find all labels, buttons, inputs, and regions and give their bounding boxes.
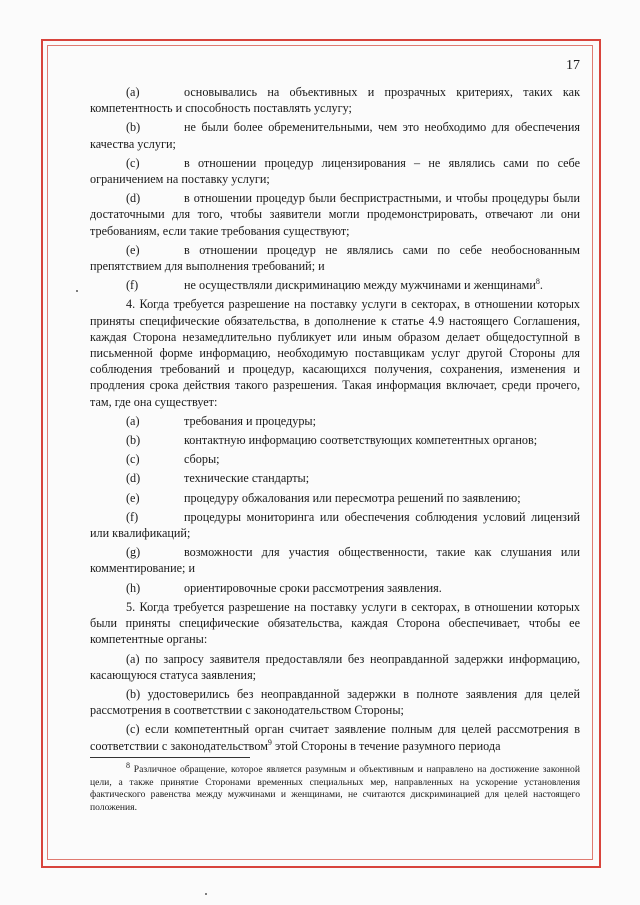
list-item-label: (b) [126,120,141,135]
list-item-text [184,432,580,448]
subclause [90,686,580,718]
list-item-tail: . [539,278,543,293]
list-item-text [184,413,580,429]
scan-speck [76,290,78,292]
footnote-8 [90,760,580,814]
list-item-text [184,580,580,596]
list-information [90,413,580,596]
list-item-body: процедуры мониторинга или обеспечения соблюдения условий лицензий или квалификаций; [90,509,580,541]
subclause-text: (b) удостоверились без неоправданной задержки в полноте заявления для целей рассмотрения в соответствии с законодательством Стороны; [90,686,580,718]
footnote-reference: 8 [535,277,540,287]
list-item-body: основывались на объективных и прозрачных критериях, таких как компетентность и способность поставлять услугу; [90,85,580,116]
scan-speck [205,893,207,895]
list-item [90,432,580,448]
list-item [90,509,580,541]
page-number: 17 [566,58,580,73]
footnote-text: Различное обращение, которое является разумным и объективным и направлено на достижение законной цели, а также принятие Сторонами временных специальных мер, направленных на ускорение установления фактического равенства между мужчинами и женщинами, не считаются дискриминацией для целей настоящего положения. [90,764,580,813]
list-authorities-duties [90,651,580,754]
list-item-label: (e) [126,490,140,505]
list-item-text [184,470,580,486]
subclause-text: (a) по запросу заявителя предоставляли без неоправданной задержки информацию, касающуюся статуса заявления; [90,651,580,682]
list-item-body: технические стандарты; [184,471,310,486]
subclause-tail: этой Стороны в течение разумного периода [271,738,501,753]
list-item-label: (a) [126,85,140,99]
paragraph-5: 5. Когда требуется разрешение на поставку услуги в секторах, в отношении которых были приняты специфические обязательства, каждая Сторона обеспечивает, чтобы ее компетентные органы: [90,599,580,647]
list-item [90,119,580,151]
list-item-label: (c) [126,155,140,170]
list-item-body: не были более обременительными, чем это необходимо для обеспечения качества услуги; [90,120,580,151]
list-item-text [184,451,580,467]
list-item-body: в отношении процедур лицензирования – не являлись сами по себе ограничением на поставку услуги; [90,155,580,187]
footnote-divider [90,757,250,758]
subclause-text: (c) если компетентный орган считает заявление полным для целей рассмотрения в соответствии с законодательством [90,722,580,753]
list-item-body: ориентировочные сроки рассмотрения заявления. [184,580,442,595]
list-item [90,451,580,467]
list-item-label: (b) [126,433,141,448]
list-item-body: сборы; [184,452,220,467]
list-item-body: в отношении процедур не являлись сами по себе необоснованным препятствием для выполнения требований; и [90,242,580,274]
list-item [90,470,580,486]
list-item-body: не осуществляли дискриминацию между мужчинами и женщинами [184,278,536,293]
list-item-body: контактную информацию соответствующих компетентных органов; [184,433,538,448]
footnote-reference: 9 [267,737,272,747]
list-item-label: (f) [126,278,139,293]
list-item [90,490,580,506]
list-item-label: (h) [126,580,141,595]
list-item-label: (g) [126,545,141,560]
list-item [90,155,580,187]
list-item [90,413,580,429]
list-item-body: в отношении процедур были беспристрастными, и чтобы процедуры были достаточными для того, чтобы заявители могли продемонстрировать, отвечают ли они требованиям, если такие требования существуют; [90,191,580,238]
list-item-body: процедуру обжалования или пересмотра решений по заявлению; [184,490,521,505]
list-item-label: (a) [126,413,140,428]
list-item-text [184,277,580,293]
document-body [90,84,580,757]
list-item-label: (e) [126,242,140,257]
list-item [90,277,580,293]
list-item-label: (f) [126,509,139,524]
list-item-body: возможности для участия общественности, такие как слушания или комментирование; и [90,545,580,576]
list-item-label: (d) [126,471,141,486]
list-item-body: требования и процедуры; [184,413,316,428]
list-item [90,580,580,596]
list-item [90,242,580,274]
list-item [90,84,580,116]
subclause [90,651,580,683]
list-requirements [90,84,580,293]
subclause [90,721,580,753]
footnote-marker: 8 [126,760,130,770]
paragraph-4: 4. Когда требуется разрешение на поставку услуги в секторах, в отношении которых приняты специфические обязательства, в дополнение к статье 4.9 настоящего Соглашения, каждая Сторона незамедлительно публикует или иным образом делает общедоступной в письменной форме информацию, необходимую поставщикам услуг другой Стороны для соблюдения требований и процедур, касающихся получения, сохранения, изменения и продления срока действия такого разрешения. Такая информация включает, среди прочего, там, где она существует: [90,297,580,409]
list-item [90,190,580,239]
list-item-label: (d) [126,191,141,206]
list-item-text [184,490,580,506]
list-item-label: (c) [126,452,140,467]
list-item [90,544,580,576]
